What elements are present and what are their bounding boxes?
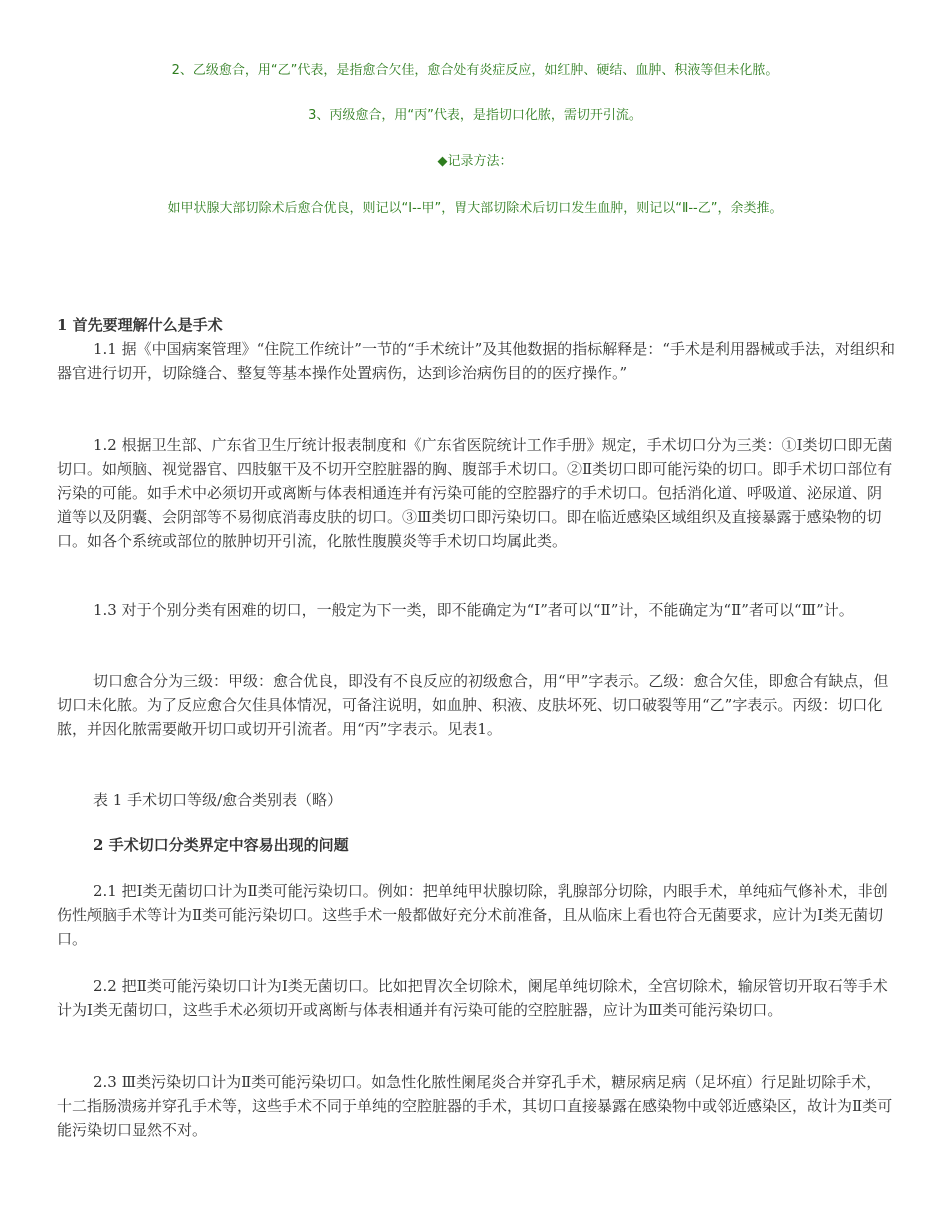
record-method-title: ◆记录方法： xyxy=(437,154,513,169)
table-caption: 表 1 手术切口等级/愈合类别表（略） xyxy=(93,791,343,809)
section2-heading: 2 手术切口分类界定中容易出现的问题 xyxy=(93,836,349,854)
grade-b-line: 2、乙级愈合，用“乙”代表，是指愈合欠佳，愈合处有炎症反应，如红肿、硬结、血肿、积液等但未化脓。 xyxy=(171,63,779,78)
section1-heading: 1 首先要理解什么是手术 xyxy=(57,316,223,334)
paragraph-1-3: 1.3 对于个别分类有困难的切口，一般定为下一类，即不能确定为“Ⅰ”者可以“Ⅱ”计，不能确定为“Ⅱ”者可以“Ⅲ”计。 xyxy=(93,601,854,619)
paragraph-healing-grades: 切口愈合分为三级：甲级：愈合优良，即没有不良反应的初级愈合，用“甲”字表示。乙级：愈合欠佳，即愈合有缺点，但切口未化脓。为了反应愈合欠佳具体情况，可备注说明，如血肿、积液、皮肤坏死、切口破裂等用“乙”字表示。丙级：切口化脓，并因化脓需要敞开切口或切开引流者。用“丙”字表示。见表1。 xyxy=(57,672,889,738)
record-method-example: 如甲状腺大部切除术后愈合优良，则记以“Ⅰ--甲”，胃大部切除术后切口发生血肿，则记以“Ⅱ--乙”，余类推。 xyxy=(167,201,783,216)
paragraph-2-2: 2.2 把Ⅱ类可能污染切口计为Ⅰ类无菌切口。比如把胃次全切除术，阑尾单纯切除术，全宫切除术，输尿管切开取石等手术计为Ⅰ类无菌切口，这些手术必须切开或离断与体表相通并有污染可能的空腔脏器，应计为Ⅲ类可能污染切口。 xyxy=(57,977,888,1019)
paragraph-2-3: 2.3 Ⅲ类污染切口计为Ⅱ类可能污染切口。如急性化脓性阑尾炎合并穿孔手术，糖尿病足病（足坏疽）行足趾切除手术，十二指肠溃疡并穿孔手术等，这些手术不同于单纯的空腔脏器的手术，其切口直接暴露在感染物中或邻近感染区，故计为Ⅱ类可能污染切口显然不对。 xyxy=(57,1073,893,1139)
paragraph-1-1: 1.1 据《中国病案管理》“住院工作统计”一节的“手术统计”及其他数据的指标解释是：“手术是利用器械或手法，对组织和器官进行切开，切除缝合、整复等基本操作处置病伤，达到诊治病伤目的的医疗操作。” xyxy=(57,340,895,382)
paragraph-2-1: 2.1 把Ⅰ类无菌切口计为Ⅱ类可能污染切口。例如：把单纯甲状腺切除，乳腺部分切除，内眼手术，单纯疝气修补术，非创伤性颅脑手术等计为Ⅱ类可能污染切口。这些手术一般都做好充分术前准备，且从临床上看也符合无菌要求，应计为Ⅰ类无菌切口。 xyxy=(57,882,888,948)
paragraph-1-2: 1.2 根据卫生部、广东省卫生厅统计报表制度和《广东省医院统计工作手册》规定，手术切口分为三类：①Ⅰ类切口即无菌切口。如颅脑、视觉器官、四肢躯干及不切开空腔脏器的胸、腹部手术切口。②Ⅱ类切口即可能污染的切口。即手术切口部位有污染的可能。如手术中必须切开或离断与体表相通连并有污染可能的空腔器疗的手术切口。包括消化道、呼吸道、泌尿道、阴道等以及阴囊、会阴部等不易彻底消毒皮肤的切口。③Ⅲ类切口即污染切口。即在临近感染区域组织及直接暴露于感染物的切口。如各个系统或部位的脓肿切开引流，化脓性腹膜炎等手术切口均属此类。 xyxy=(57,436,893,550)
grade-c-line: 3、丙级愈合，用“丙”代表，是指切口化脓，需切开引流。 xyxy=(308,108,642,123)
